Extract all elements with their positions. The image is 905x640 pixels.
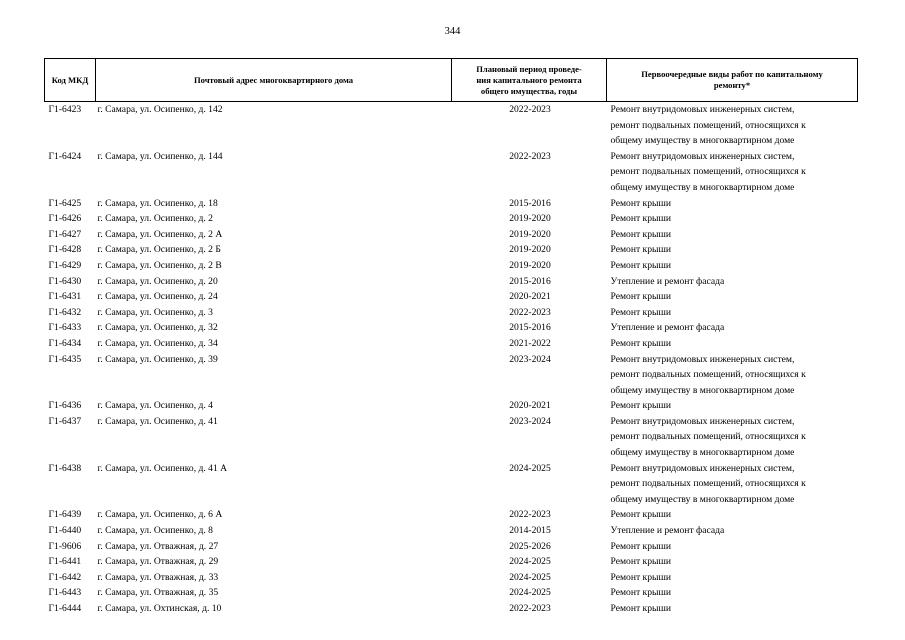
table-row <box>45 211 858 227</box>
header-works-line: Первоочередные виды работ по капитальному <box>641 69 823 79</box>
table-row <box>45 601 858 617</box>
cell-address: г. Самара, ул. Осипенко, д. 2 А <box>97 228 223 240</box>
cell-address: г. Самара, ул. Осипенко, д. 2 В <box>97 259 222 271</box>
header-period-line: общего имущества, годы <box>480 85 578 96</box>
cell-works <box>607 414 858 461</box>
cell-address: г. Самара, ул. Осипенко, д. 41 А <box>97 462 228 474</box>
cell-works-line: общему имуществу в многоквартирном доме <box>610 135 795 147</box>
cell-code: Г1-6427 <box>48 228 82 240</box>
cell-works-line: Ремонт крыши <box>610 213 671 225</box>
cell-works <box>607 601 858 617</box>
cell-code: Г1-6438 <box>48 462 82 474</box>
cell-address: г. Самара, ул. Осипенко, д. 142 <box>97 104 223 115</box>
cell-works <box>607 539 858 555</box>
cell-period: 2023-2024 <box>509 353 551 365</box>
cell-works-line: Ремонт внутридомовых инженерных систем, <box>610 104 795 115</box>
cell-address: г. Самара, ул. Осипенко, д. 18 <box>97 197 218 209</box>
table-row <box>45 461 858 508</box>
cell-address: г. Самара, ул. Осипенко, д. 41 <box>97 415 218 427</box>
cell-code: Г1-6444 <box>48 603 82 614</box>
header-works <box>607 59 858 102</box>
cell-works-line: Утепление и ремонт фасада <box>610 525 725 537</box>
cell-works <box>607 211 858 227</box>
cell-works-line: ремонт подвальных помещений, относящихся к <box>610 119 806 131</box>
cell-period: 2015-2016 <box>509 197 551 209</box>
cell-works <box>607 352 858 399</box>
cell-works <box>607 196 858 212</box>
cell-period: 2019-2020 <box>509 259 551 271</box>
cell-period: 2019-2020 <box>509 213 551 225</box>
cell-works <box>607 554 858 570</box>
cell-code: Г1-6439 <box>48 509 82 521</box>
cell-works-line: Ремонт крыши <box>610 400 671 412</box>
cell-code: Г1-6437 <box>48 415 82 427</box>
table-row <box>45 352 858 399</box>
table-row <box>45 336 858 352</box>
table-row <box>45 570 858 586</box>
cell-works-line: Ремонт крыши <box>610 587 671 599</box>
cell-period: 2022-2023 <box>509 509 551 521</box>
cell-address: г. Самара, ул. Осипенко, д. 34 <box>97 337 218 349</box>
cell-works <box>607 398 858 414</box>
cell-address: г. Самара, ул. Осипенко, д. 8 <box>97 525 213 537</box>
table-header-row <box>45 59 858 102</box>
cell-address: г. Самара, ул. Осипенко, д. 20 <box>97 275 218 287</box>
cell-period: 2021-2022 <box>509 337 551 349</box>
table-row <box>45 523 858 539</box>
table-row <box>45 585 858 601</box>
cell-code: Г1-6426 <box>48 213 82 225</box>
cell-code: Г1-6430 <box>48 275 82 287</box>
table-row <box>45 305 858 321</box>
table-row <box>45 320 858 336</box>
cell-works <box>607 507 858 523</box>
cell-works-line: Ремонт внутридомовых инженерных систем, <box>610 415 795 427</box>
cell-works-line: Утепление и ремонт фасада <box>610 275 725 287</box>
cell-address: г. Самара, ул. Осипенко, д. 6 А <box>97 509 223 521</box>
header-period <box>452 59 607 102</box>
cell-works-line: Ремонт крыши <box>610 291 671 303</box>
cell-works-line: Утепление и ремонт фасада <box>610 322 725 334</box>
cell-period: 2022-2023 <box>509 306 551 318</box>
cell-works-line: ремонт подвальных помещений, относящихся к <box>610 369 806 381</box>
cell-works <box>607 242 858 258</box>
cell-address: г. Самара, ул. Охтинская, д. 10 <box>97 603 222 614</box>
cell-address: г. Самара, ул. Осипенко, д. 144 <box>97 150 223 162</box>
table-row <box>45 242 858 258</box>
table-row <box>45 554 858 570</box>
table-row <box>45 149 858 196</box>
cell-works-line: Ремонт крыши <box>610 540 671 552</box>
cell-address: г. Самара, ул. Осипенко, д. 39 <box>97 353 218 365</box>
cell-code: Г1-6436 <box>48 400 82 412</box>
header-period-line: Плановый период проведе- <box>476 63 582 74</box>
cell-code: Г1-6442 <box>48 571 82 583</box>
cell-address: г. Самара, ул. Осипенко, д. 3 <box>97 306 213 318</box>
cell-address: г. Самара, ул. Отважная, д. 35 <box>97 587 219 599</box>
cell-works-line: Ремонт внутридомовых инженерных систем, <box>610 353 795 365</box>
cell-code: Г1-6428 <box>48 244 82 256</box>
cell-period: 2015-2016 <box>509 322 551 334</box>
cell-works-line: Ремонт крыши <box>610 556 671 568</box>
cell-code: Г1-6434 <box>48 337 82 349</box>
cell-address: г. Самара, ул. Отважная, д. 27 <box>97 540 219 552</box>
cell-address: г. Самара, ул. Осипенко, д. 24 <box>97 291 218 303</box>
cell-works-line: общему имуществу в многоквартирном доме <box>610 181 795 193</box>
cell-code: Г1-6443 <box>48 587 82 599</box>
cell-code: Г1-6435 <box>48 353 82 365</box>
cell-address: г. Самара, ул. Осипенко, д. 32 <box>97 322 218 334</box>
cell-code: Г1-6424 <box>48 150 82 162</box>
cell-period: 2020-2021 <box>509 291 551 303</box>
cell-code: Г1-9606 <box>48 540 82 552</box>
cell-works <box>607 585 858 601</box>
cell-works <box>607 258 858 274</box>
cell-works-line: Ремонт крыши <box>610 603 671 614</box>
cell-period: 2024-2025 <box>509 462 551 474</box>
cell-address: г. Самара, ул. Осипенко, д. 2 <box>97 213 213 225</box>
cell-works-line: общему имуществу в многоквартирном доме <box>610 447 795 459</box>
cell-works <box>607 102 858 149</box>
cell-period: 2020-2021 <box>509 400 551 412</box>
table-row <box>45 398 858 414</box>
table-row <box>45 196 858 212</box>
cell-works <box>607 149 858 196</box>
cell-period: 2024-2025 <box>509 556 551 568</box>
cell-works-line: Ремонт внутридомовых инженерных систем, <box>610 462 795 474</box>
cell-works <box>607 523 858 539</box>
cell-address: г. Самара, ул. Отважная, д. 29 <box>97 556 219 568</box>
cell-period: 2019-2020 <box>509 228 551 240</box>
cell-code: Г1-6431 <box>48 291 82 303</box>
cell-works-line: Ремонт внутридомовых инженерных систем, <box>610 150 795 162</box>
cell-period: 2024-2025 <box>509 571 551 583</box>
cell-period: 2024-2025 <box>509 587 551 599</box>
cell-works-line: Ремонт крыши <box>610 244 671 256</box>
cell-code: Г1-6423 <box>48 104 82 115</box>
cell-works-line: Ремонт крыши <box>610 306 671 318</box>
cell-period: 2022-2023 <box>509 104 551 115</box>
cell-works-line: Ремонт крыши <box>610 197 671 209</box>
cell-works-line: Ремонт крыши <box>610 228 671 240</box>
cell-period: 2022-2023 <box>509 603 551 614</box>
cell-period: 2022-2023 <box>509 150 551 162</box>
cell-works <box>607 320 858 336</box>
cell-works-line: Ремонт крыши <box>610 571 671 583</box>
cell-period: 2015-2016 <box>509 275 551 287</box>
cell-code: Г1-6433 <box>48 322 82 334</box>
cell-works <box>607 570 858 586</box>
cell-works-line: ремонт подвальных помещений, относящихся к <box>610 478 806 490</box>
cell-period: 2014-2015 <box>509 525 551 537</box>
header-address: Почтовый адрес многоквартирного дома <box>96 59 452 102</box>
cell-works <box>607 461 858 508</box>
table-row <box>45 414 858 461</box>
cell-period: 2025-2026 <box>509 540 551 552</box>
cell-code: Г1-6440 <box>48 525 82 537</box>
cell-works <box>607 305 858 321</box>
cell-works <box>607 227 858 243</box>
table-row <box>45 539 858 555</box>
table-row <box>45 274 858 290</box>
cell-works-line: ремонт подвальных помещений, относящихся к <box>610 166 806 178</box>
table-row <box>45 258 858 274</box>
header-works-line: ремонту* <box>713 80 751 90</box>
table-row <box>45 227 858 243</box>
header-code: Код МКД <box>45 59 96 102</box>
table-row <box>45 102 858 149</box>
cell-works <box>607 289 858 305</box>
cell-works <box>607 336 858 352</box>
cell-code: Г1-6432 <box>48 306 82 318</box>
cell-works-line: общему имуществу в многоквартирном доме <box>610 493 795 505</box>
cell-works <box>607 274 858 290</box>
cell-works-line: ремонт подвальных помещений, относящихся к <box>610 431 806 443</box>
cell-works-line: общему имуществу в многоквартирном доме <box>610 384 795 396</box>
cell-period: 2019-2020 <box>509 244 551 256</box>
cell-code: Г1-6425 <box>48 197 82 209</box>
cell-works-line: Ремонт крыши <box>610 337 671 349</box>
cell-period: 2023-2024 <box>509 415 551 427</box>
cell-code: Г1-6441 <box>48 556 82 568</box>
header-period-line: ния капитального ремонта <box>476 74 582 85</box>
table-row <box>45 289 858 305</box>
cell-works-line: Ремонт крыши <box>610 259 671 271</box>
cell-address: г. Самара, ул. Отважная, д. 33 <box>97 571 219 583</box>
cell-code: Г1-6429 <box>48 259 82 271</box>
table-row <box>45 507 858 523</box>
capital-repair-table <box>44 58 858 617</box>
cell-address: г. Самара, ул. Осипенко, д. 4 <box>97 400 213 412</box>
cell-works-line: Ремонт крыши <box>610 509 671 521</box>
cell-address: г. Самара, ул. Осипенко, д. 2 Б <box>97 244 221 256</box>
table-body <box>45 102 858 617</box>
page-number: 344 <box>444 26 461 37</box>
